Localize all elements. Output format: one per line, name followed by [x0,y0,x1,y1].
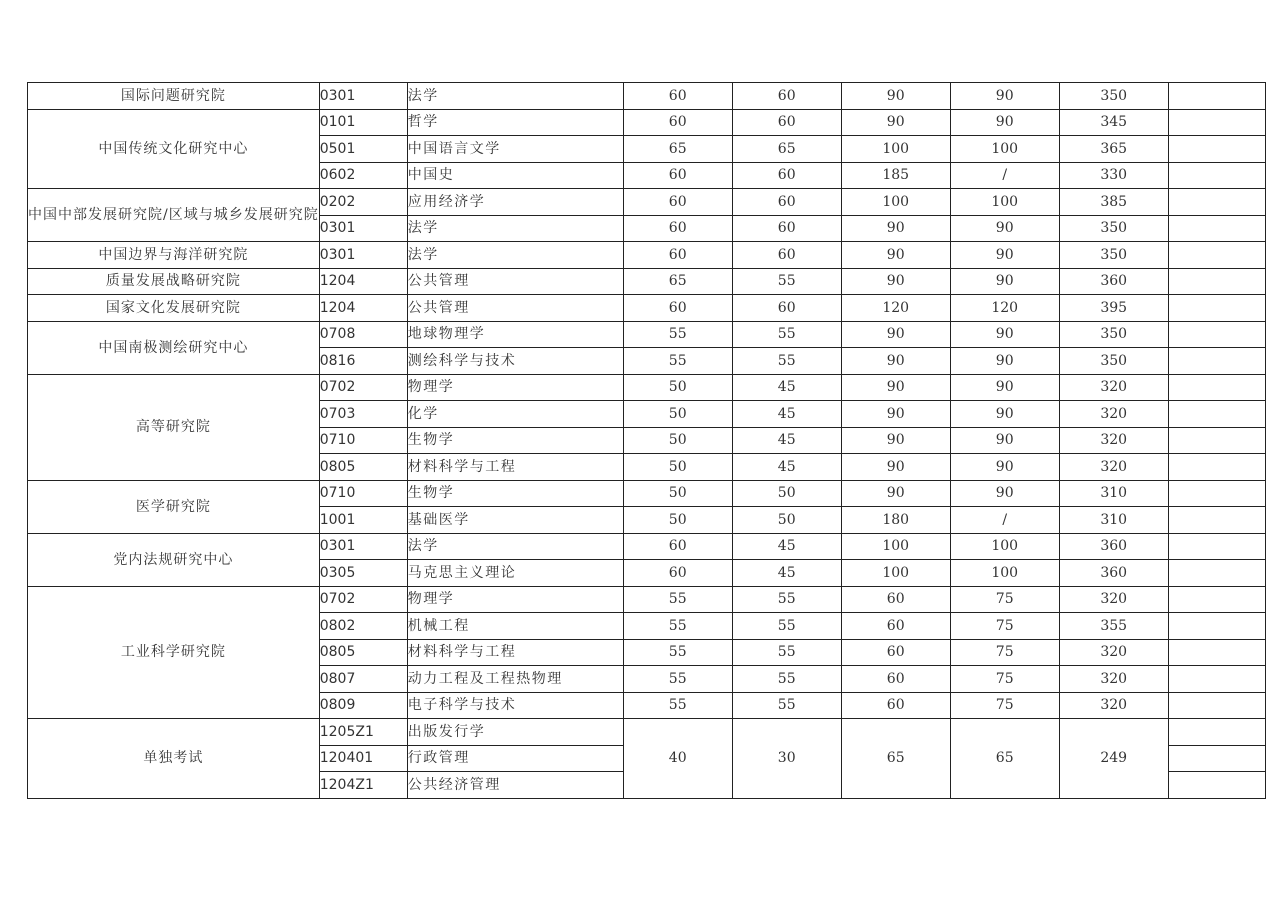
total-score-cell: 350 [1059,321,1168,348]
score-cell-4: 75 [950,586,1059,613]
score-cell-2: 60 [732,162,841,189]
score-cell-4: 90 [950,427,1059,454]
remark-cell [1168,507,1265,534]
college-cell: 工业科学研究院 [28,586,320,719]
total-score-cell: 385 [1059,189,1168,216]
major-code-cell: 0807 [319,666,407,693]
score-cell-2: 55 [732,268,841,295]
major-name-cell: 应用经济学 [407,189,623,216]
score-cell-1: 60 [623,109,732,136]
remark-cell [1168,162,1265,189]
major-code-cell: 0809 [319,692,407,719]
remark-cell [1168,560,1265,587]
table-row [28,586,1266,613]
score-cell-4: 100 [950,189,1059,216]
score-cell-3: 100 [841,136,950,163]
total-score-cell: 360 [1059,268,1168,295]
major-code-cell: 0301 [319,83,407,110]
score-cell-3: 100 [841,189,950,216]
score-cell-4: 120 [950,295,1059,322]
major-code-cell: 0805 [319,454,407,481]
major-code-cell: 0101 [319,109,407,136]
remark-cell [1168,719,1265,746]
major-name-cell: 生物学 [407,427,623,454]
score-cell-3: 60 [841,666,950,693]
score-cell-4: / [950,507,1059,534]
score-cell-2: 45 [732,533,841,560]
remark-cell [1168,268,1265,295]
score-cell-1: 50 [623,401,732,428]
major-name-cell: 公共管理 [407,268,623,295]
major-code-cell: 1204 [319,268,407,295]
score-cell-3: 60 [841,692,950,719]
table-row [28,295,1266,322]
major-code-cell: 0501 [319,136,407,163]
score-cell-2: 60 [732,242,841,269]
score-cell-1: 55 [623,348,732,375]
score-cell-3: 90 [841,480,950,507]
major-code-cell: 0202 [319,189,407,216]
score-cell-4: 75 [950,613,1059,640]
score-cell-4: 90 [950,480,1059,507]
remark-cell [1168,480,1265,507]
total-score-cell: 345 [1059,109,1168,136]
score-cell-1: 50 [623,454,732,481]
table-row [28,242,1266,269]
score-cell-1: 50 [623,507,732,534]
score-cell-4: 100 [950,560,1059,587]
score-cell-1: 60 [623,242,732,269]
remark-cell [1168,401,1265,428]
major-name-cell: 公共管理 [407,295,623,322]
score-cell-2: 45 [732,427,841,454]
major-code-cell: 0305 [319,560,407,587]
remark-cell [1168,136,1265,163]
score-cell-1: 55 [623,639,732,666]
major-name-cell: 化学 [407,401,623,428]
major-name-cell: 法学 [407,533,623,560]
major-code-cell: 0708 [319,321,407,348]
score-cell-2: 55 [732,613,841,640]
score-cell-2: 65 [732,136,841,163]
remark-cell [1168,321,1265,348]
table-row [28,321,1266,348]
major-name-cell: 物理学 [407,374,623,401]
score-cell-1: 65 [623,136,732,163]
remark-cell [1168,109,1265,136]
major-code-cell: 1205Z1 [319,719,407,746]
college-cell: 中国传统文化研究中心 [28,109,320,189]
remark-cell [1168,348,1265,375]
table-row [28,109,1266,136]
major-name-cell: 机械工程 [407,613,623,640]
major-code-cell: 1204Z1 [319,772,407,799]
remark-cell [1168,692,1265,719]
major-code-cell: 0301 [319,215,407,242]
score-cell-1: 50 [623,374,732,401]
major-code-cell: 1001 [319,507,407,534]
major-code-cell: 0710 [319,480,407,507]
remark-cell [1168,639,1265,666]
score-cell-3: 120 [841,295,950,322]
major-name-cell: 电子科学与技术 [407,692,623,719]
total-score-cell: 320 [1059,639,1168,666]
score-cell-1: 60 [623,295,732,322]
score-cell-4: 90 [950,242,1059,269]
major-name-cell: 动力工程及工程热物理 [407,666,623,693]
score-cell-3: 180 [841,507,950,534]
score-cell-3: 60 [841,613,950,640]
table-row [28,480,1266,507]
table-row [28,719,1266,746]
major-code-cell: 0702 [319,374,407,401]
score-cell-2: 45 [732,374,841,401]
major-name-cell: 材料科学与工程 [407,639,623,666]
score-cell-4: 75 [950,666,1059,693]
total-score-cell: 310 [1059,480,1168,507]
score-cell-2: 60 [732,295,841,322]
score-cell-1: 50 [623,427,732,454]
major-name-cell: 法学 [407,242,623,269]
college-cell: 医学研究院 [28,480,320,533]
score-cell-1: 55 [623,321,732,348]
score-cell-2: 45 [732,401,841,428]
score-cell-3: 90 [841,268,950,295]
major-name-cell: 中国语言文学 [407,136,623,163]
remark-cell [1168,586,1265,613]
score-cell-4: 75 [950,692,1059,719]
score-cell-2: 45 [732,560,841,587]
major-code-cell: 0702 [319,586,407,613]
remark-cell [1168,613,1265,640]
score-cell-2: 55 [732,666,841,693]
score-cell-3: 90 [841,109,950,136]
score-cell-4: 90 [950,109,1059,136]
remark-cell [1168,189,1265,216]
total-score-cell: 320 [1059,427,1168,454]
major-name-cell: 马克思主义理论 [407,560,623,587]
remark-cell [1168,374,1265,401]
college-cell: 中国边界与海洋研究院 [28,242,320,269]
score-cell-3: 90 [841,427,950,454]
total-score-cell: 365 [1059,136,1168,163]
score-cell-1: 55 [623,666,732,693]
score-cell-3: 90 [841,215,950,242]
score-cell-2: 55 [732,348,841,375]
major-code-cell: 0805 [319,639,407,666]
total-score-cell: 320 [1059,374,1168,401]
score-cell-3: 90 [841,83,950,110]
college-cell: 中国中部发展研究院/区域与城乡发展研究院 [28,189,320,242]
score-cell-1: 60 [623,533,732,560]
score-cell-3: 90 [841,242,950,269]
score-cell-4: 90 [950,83,1059,110]
score-cell-2: 55 [732,639,841,666]
score-cell-1: 55 [623,586,732,613]
total-score-cell: 350 [1059,83,1168,110]
table-row [28,533,1266,560]
score-cell-4: 75 [950,639,1059,666]
score-cell-4: 90 [950,374,1059,401]
score-cell-3: 185 [841,162,950,189]
major-name-cell: 公共经济管理 [407,772,623,799]
remark-cell [1168,533,1265,560]
total-score-cell: 360 [1059,533,1168,560]
score-cell-2: 45 [732,454,841,481]
score-cell-1: 40 [623,719,732,799]
table-row [28,189,1266,216]
major-code-cell: 0602 [319,162,407,189]
major-name-cell: 法学 [407,83,623,110]
score-cell-2: 55 [732,586,841,613]
total-score-cell: 310 [1059,507,1168,534]
remark-cell [1168,666,1265,693]
score-cell-2: 60 [732,189,841,216]
score-cell-3: 90 [841,321,950,348]
total-score-cell: 355 [1059,613,1168,640]
total-score-cell: 320 [1059,586,1168,613]
score-cell-3: 65 [841,719,950,799]
major-name-cell: 测绘科学与技术 [407,348,623,375]
major-code-cell: 0703 [319,401,407,428]
score-cell-3: 90 [841,348,950,375]
remark-cell [1168,745,1265,772]
remark-cell [1168,83,1265,110]
major-code-cell: 0802 [319,613,407,640]
score-table [27,82,1266,799]
score-cell-4: 65 [950,719,1059,799]
score-cell-1: 60 [623,83,732,110]
major-code-cell: 120401 [319,745,407,772]
score-cell-4: 90 [950,454,1059,481]
score-cell-4: 90 [950,268,1059,295]
score-cell-3: 100 [841,560,950,587]
college-cell: 国际问题研究院 [28,83,320,110]
score-cell-1: 50 [623,480,732,507]
score-cell-2: 60 [732,215,841,242]
score-cell-4: 100 [950,533,1059,560]
table-row [28,374,1266,401]
score-cell-2: 50 [732,480,841,507]
major-name-cell: 哲学 [407,109,623,136]
major-name-cell: 材料科学与工程 [407,454,623,481]
college-cell: 单独考试 [28,719,320,799]
score-cell-2: 55 [732,692,841,719]
score-cell-4: / [950,162,1059,189]
score-cell-1: 60 [623,215,732,242]
major-name-cell: 出版发行学 [407,719,623,746]
remark-cell [1168,427,1265,454]
total-score-cell: 350 [1059,215,1168,242]
remark-cell [1168,242,1265,269]
score-cell-1: 60 [623,560,732,587]
total-score-cell: 360 [1059,560,1168,587]
score-cell-1: 60 [623,189,732,216]
score-cell-3: 60 [841,586,950,613]
remark-cell [1168,772,1265,799]
remark-cell [1168,295,1265,322]
score-cell-2: 60 [732,83,841,110]
major-name-cell: 生物学 [407,480,623,507]
major-code-cell: 1204 [319,295,407,322]
major-name-cell: 地球物理学 [407,321,623,348]
major-code-cell: 0816 [319,348,407,375]
college-cell: 高等研究院 [28,374,320,480]
score-cell-3: 90 [841,374,950,401]
major-name-cell: 法学 [407,215,623,242]
score-cell-1: 55 [623,613,732,640]
score-cell-2: 60 [732,109,841,136]
score-cell-2: 55 [732,321,841,348]
major-code-cell: 0301 [319,242,407,269]
college-cell: 国家文化发展研究院 [28,295,320,322]
total-score-cell: 350 [1059,348,1168,375]
score-cell-1: 60 [623,162,732,189]
score-cell-4: 90 [950,321,1059,348]
major-name-cell: 中国史 [407,162,623,189]
table-row [28,268,1266,295]
college-cell: 质量发展战略研究院 [28,268,320,295]
major-name-cell: 基础医学 [407,507,623,534]
table-row [28,83,1266,110]
major-code-cell: 0710 [319,427,407,454]
score-cell-2: 50 [732,507,841,534]
score-cell-4: 90 [950,215,1059,242]
total-score-cell: 320 [1059,454,1168,481]
score-cell-4: 90 [950,348,1059,375]
college-cell: 中国南极测绘研究中心 [28,321,320,374]
score-cell-4: 100 [950,136,1059,163]
total-score-cell: 330 [1059,162,1168,189]
score-cell-2: 30 [732,719,841,799]
total-score-cell: 395 [1059,295,1168,322]
total-score-cell: 320 [1059,666,1168,693]
major-name-cell: 物理学 [407,586,623,613]
remark-cell [1168,215,1265,242]
college-cell: 党内法规研究中心 [28,533,320,586]
major-name-cell: 行政管理 [407,745,623,772]
score-cell-3: 90 [841,454,950,481]
total-score-cell: 320 [1059,692,1168,719]
total-score-cell: 350 [1059,242,1168,269]
score-cell-1: 55 [623,692,732,719]
score-cell-4: 90 [950,401,1059,428]
score-cell-3: 60 [841,639,950,666]
total-score-cell: 249 [1059,719,1168,799]
score-cell-3: 100 [841,533,950,560]
score-cell-1: 65 [623,268,732,295]
remark-cell [1168,454,1265,481]
total-score-cell: 320 [1059,401,1168,428]
major-code-cell: 0301 [319,533,407,560]
score-cell-3: 90 [841,401,950,428]
